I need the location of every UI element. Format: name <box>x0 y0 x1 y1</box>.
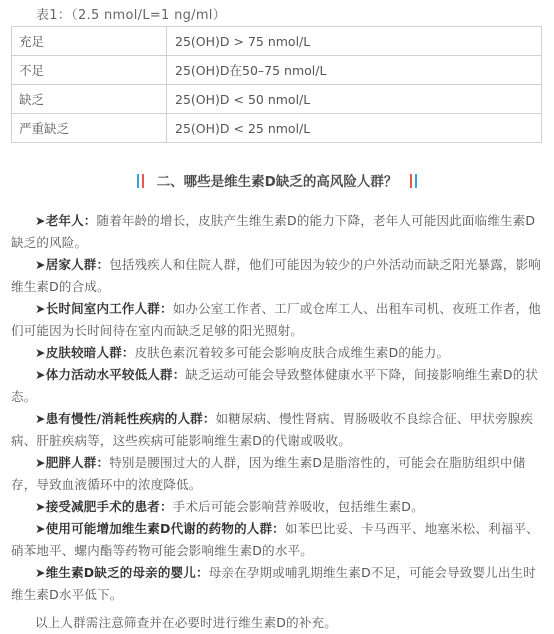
arrow-icon: ➤ <box>35 213 46 228</box>
risk-group-item <box>11 364 543 408</box>
risk-group-title: 长时间室内工作人群： <box>45 301 173 316</box>
arrow-icon: ➤ <box>35 345 46 360</box>
risk-group-text: 如苯巴比妥、卡马西平、地塞米松、利福平、硝苯地平、螺内酯等药物可能会影响维生素D的水平。 <box>11 521 539 558</box>
arrow-icon: ➤ <box>35 411 46 426</box>
table-row <box>12 85 542 114</box>
risk-group-title: 接受减肥手术的患者： <box>45 499 173 514</box>
risk-group-text: 手术后可能会影响营养吸收，包括维生素D。 <box>172 499 424 514</box>
risk-group-title: 皮肤较暗人群： <box>45 345 135 360</box>
risk-group-item <box>11 210 543 254</box>
risk-group-title: 使用可能增加维生素D代谢的药物的人群： <box>45 521 285 536</box>
arrow-icon: ➤ <box>35 521 46 536</box>
status-cell: 严重缺乏 <box>12 114 167 143</box>
risk-group-text: 缺乏运动可能会导致整体健康水平下降，间接影响维生素D的状态。 <box>11 367 539 404</box>
risk-group-item <box>11 452 543 496</box>
table-row <box>12 114 542 143</box>
table-row <box>12 56 542 85</box>
range-cell: 25(OH)D在50–75 nmol/L <box>167 56 542 85</box>
risk-group-item <box>11 408 543 452</box>
range-cell: 25(OH)D < 50 nmol/L <box>167 85 542 114</box>
risk-group-text: 如办公室工作者、工厂或仓库工人、出租车司机、夜班工作者，他们可能因为长时间待在室内而缺乏足够的阳光照射。 <box>11 301 542 338</box>
arrow-icon: ➤ <box>35 301 46 316</box>
range-cell: 25(OH)D > 75 nmol/L <box>167 27 542 56</box>
arrow-icon: ➤ <box>35 565 46 580</box>
risk-group-item <box>11 496 543 518</box>
section-heading <box>0 170 554 190</box>
section-heading-text: 二、哪些是维生素D缺乏的高风险人群？ <box>156 174 398 190</box>
heading-bar-decoration <box>142 174 144 188</box>
risk-group-title: 维生素D缺乏的母亲的婴儿： <box>45 565 209 580</box>
risk-group-text: 皮肤色素沉着较多可能会影响皮肤合成维生素D的能力。 <box>134 345 450 360</box>
risk-group-title: 居家人群： <box>45 257 110 272</box>
status-cell: 不足 <box>12 56 167 85</box>
table-row <box>12 27 542 56</box>
risk-group-text: 如糖尿病、慢性肾病、胃肠吸收不良综合征、甲状旁腺疾病、肝脏疾病等，这些疾病可能影响维生素D的代谢或吸收。 <box>11 411 534 448</box>
risk-group-item <box>11 254 543 298</box>
vitamin-d-status-table <box>11 26 542 143</box>
risk-group-item <box>11 298 543 342</box>
table-caption: 表1：（2.5 nmol/L=1 ng/ml） <box>36 8 227 23</box>
risk-group-text: 包括残疾人和住院人群，他们可能因为较少的户外活动而缺乏阳光暴露，影响维生素D的合成。 <box>11 257 542 294</box>
risk-group-title: 肥胖人群： <box>45 455 110 470</box>
arrow-icon: ➤ <box>35 367 46 382</box>
arrow-icon: ➤ <box>35 499 46 514</box>
risk-group-item <box>11 518 543 562</box>
arrow-icon: ➤ <box>35 455 46 470</box>
risk-group-item <box>11 562 543 606</box>
risk-group-text: 母亲在孕期或哺乳期维生素D不足，可能会导致婴儿出生时维生素D水平低下。 <box>11 565 536 602</box>
risk-group-item <box>11 342 543 364</box>
heading-bar-decoration <box>137 174 139 188</box>
arrow-icon: ➤ <box>35 257 46 272</box>
heading-bar-decoration <box>410 174 412 188</box>
risk-group-title: 老年人： <box>45 213 97 228</box>
status-cell: 缺乏 <box>12 85 167 114</box>
heading-bar-decoration <box>415 174 417 188</box>
risk-group-text: 特别是腰围过大的人群，因为维生素D是脂溶性的，可能会在脂肪组织中储存，导致血液循环中的浓度降低。 <box>11 455 526 492</box>
range-cell: 25(OH)D < 25 nmol/L <box>167 114 542 143</box>
closing-note: 以上人群需注意筛查并在必要时进行维生素D的补充。 <box>35 615 337 630</box>
risk-group-title: 患有慢性/消耗性疾病的人群： <box>45 411 216 426</box>
risk-group-title: 体力活动水平较低人群： <box>45 367 186 382</box>
risk-group-text: 随着年龄的增长，皮肤产生维生素D的能力下降，老年人可能因此面临维生素D缺乏的风险。 <box>11 213 536 250</box>
status-cell: 充足 <box>12 27 167 56</box>
